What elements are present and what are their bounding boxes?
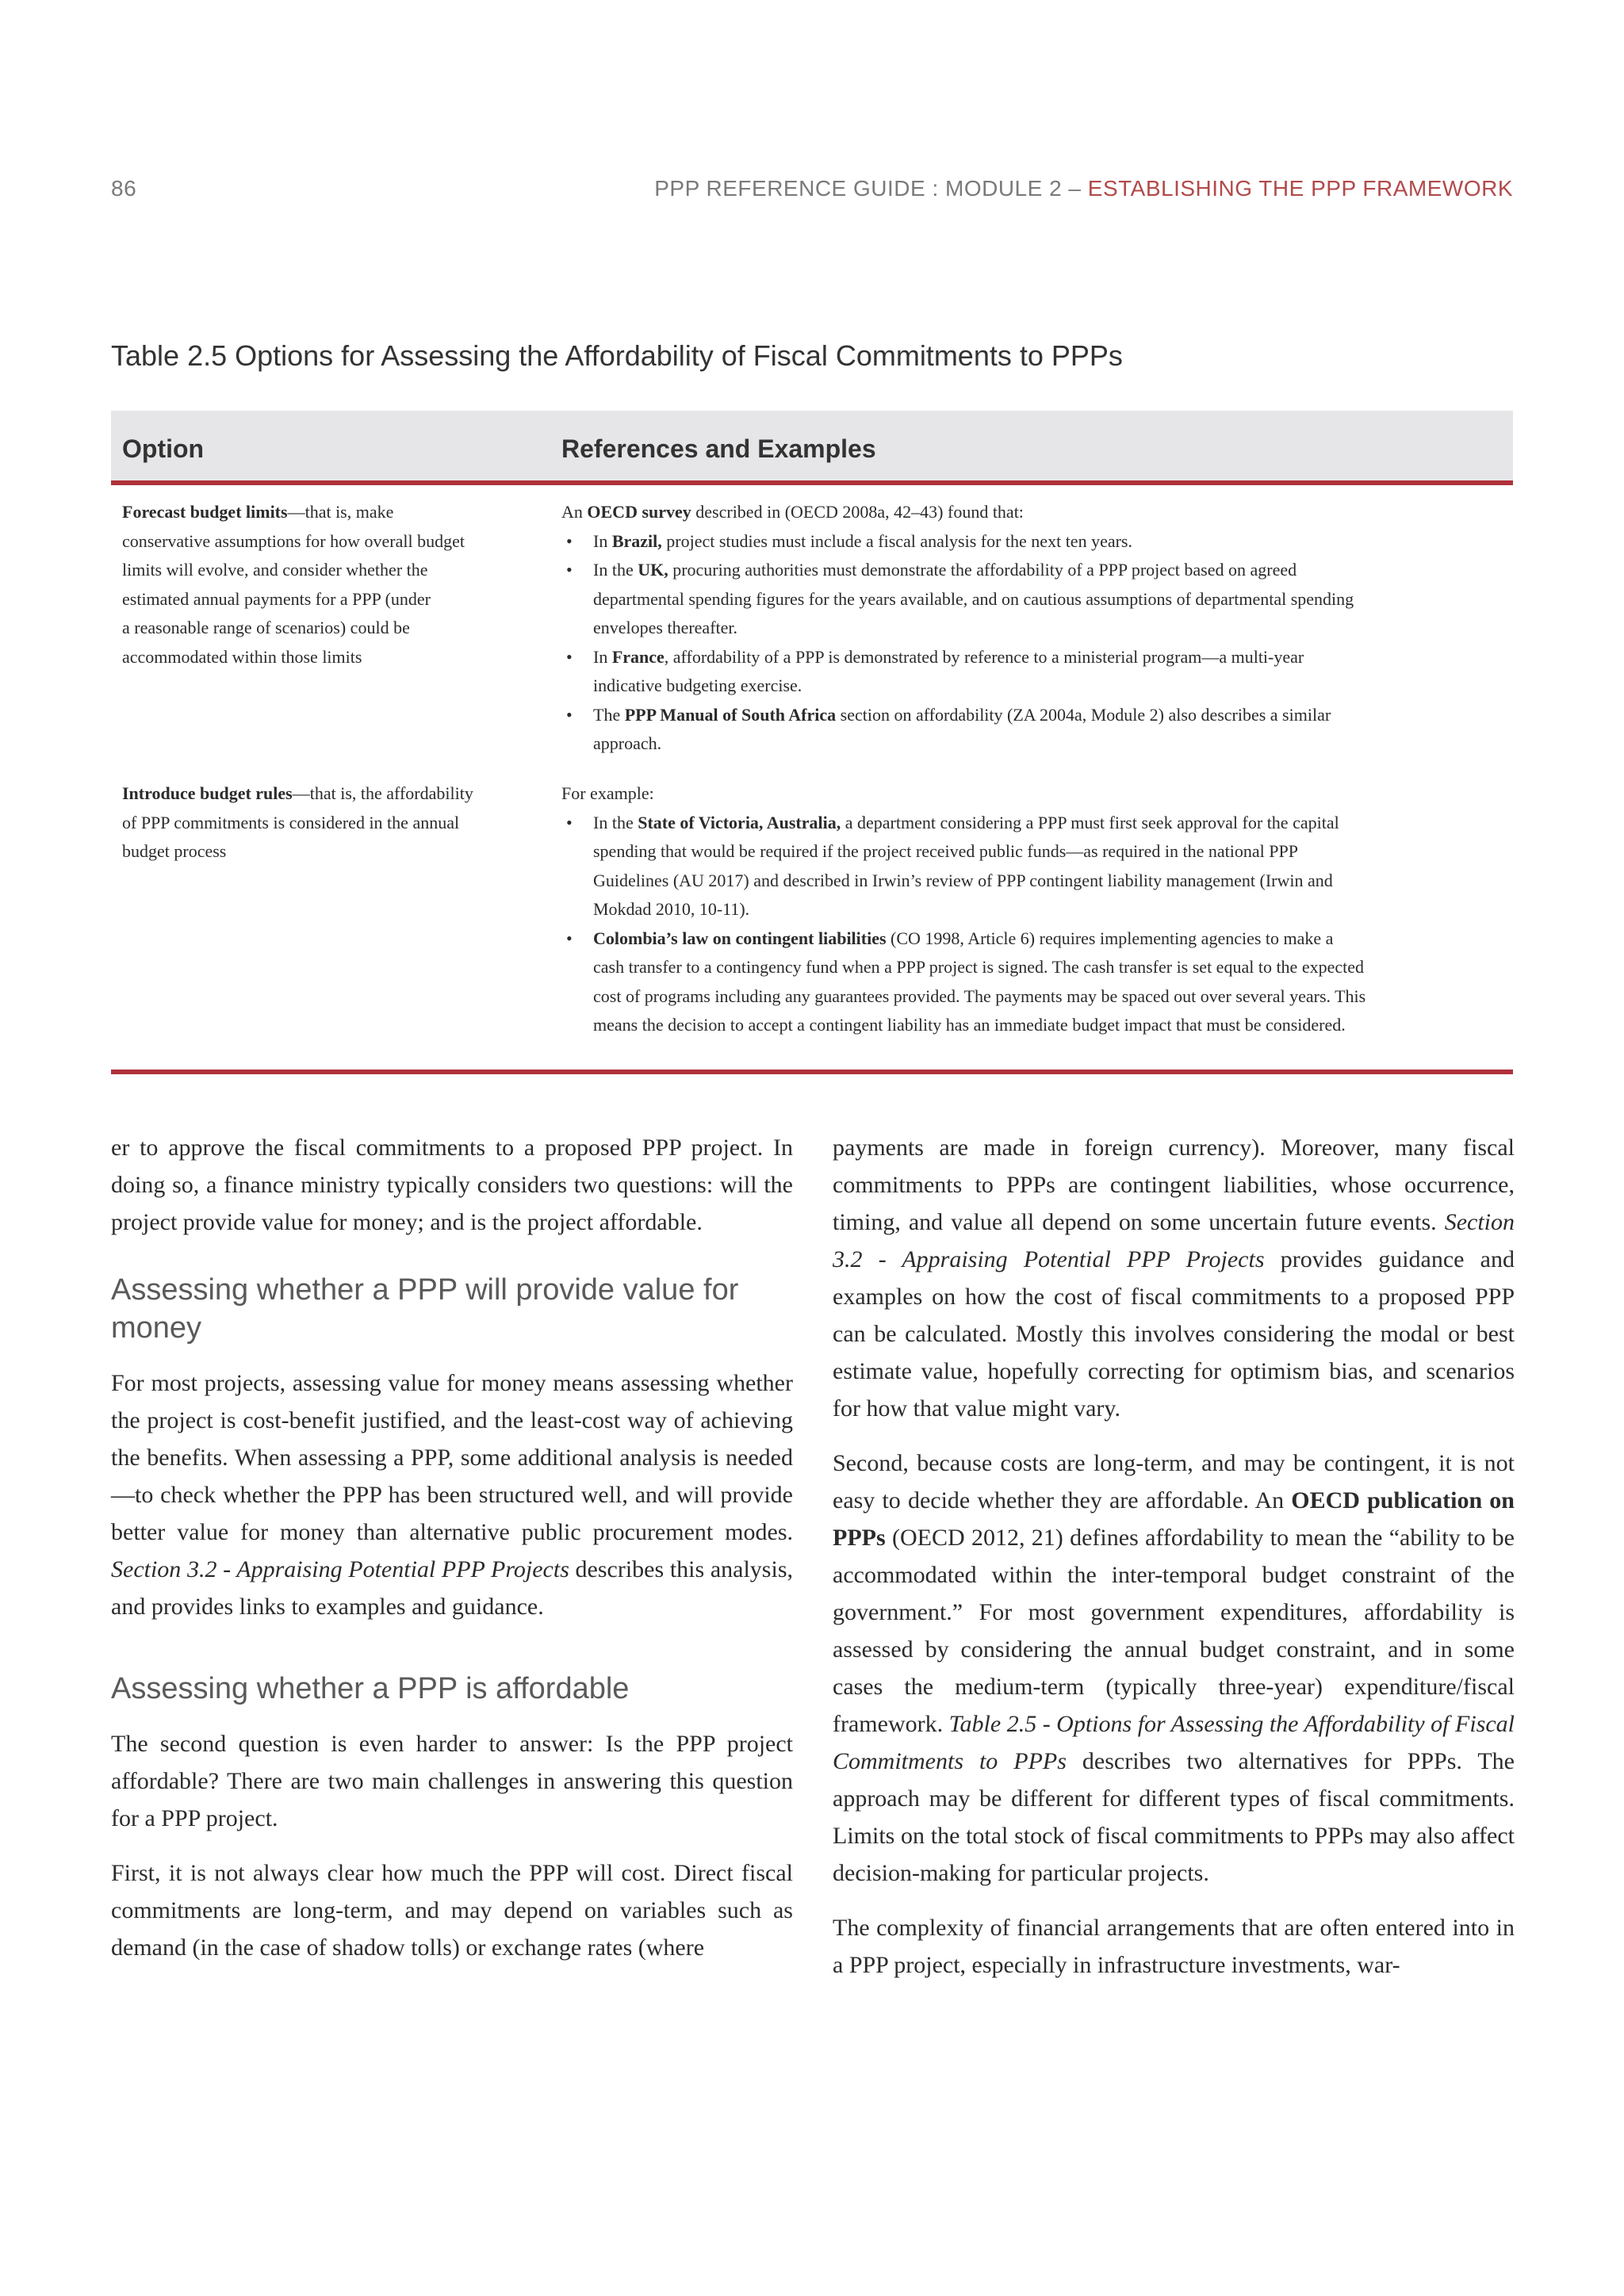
- bullet-bold: State of Victoria, Australia,: [638, 812, 841, 832]
- table-row: [111, 498, 1513, 779]
- paragraph-text: payments are made in foreign currency). Moreover, many fiscal commitments to PPPs are contingent liabilities, whose occurrence, timing, and value all depend on some uncertain future events.: [833, 1135, 1515, 1235]
- body-column-left: [111, 1129, 793, 1984]
- option-text: limits will evolve, and consider whether the: [122, 560, 428, 580]
- bullet-text: spending that would be required if the project received public funds—as required in the national PPP: [593, 841, 1298, 861]
- paragraph-text: Second, because costs are long-term, and may be contingent, it is not easy to decide whether they are affordable. An: [833, 1450, 1515, 1513]
- option-cell: [122, 779, 542, 867]
- page-number: 86: [111, 176, 137, 201]
- table-reference: Table 2.5 - Options for Assessing the Affordability of Fiscal Commitments to PPPs: [833, 1711, 1515, 1774]
- header-guide-title: [654, 176, 1513, 201]
- bullet-text: indicative budgeting exercise.: [593, 675, 802, 695]
- option-text: accommodated within those limits: [122, 646, 362, 667]
- bullet-bold: France: [611, 646, 665, 667]
- bullet-text: means the decision to accept a contingent liability has an immediate budget impact that must be considered.: [593, 1015, 1346, 1035]
- body-paragraph: The second question is even harder to answer: Is the PPP project affordable? There are two main challenges in answering this question for a PPP project.: [111, 1731, 793, 1831]
- list-item: • In the State of Victoria, Australia, a department considering a PPP must first seek approval for the capital spending that would be required if the project received public funds—as required in the national PPP Guidelines (AU 2017) and described in Irwin’s review of PPP contingent liability management (Irwin and Mokdad 2010, 10-11).: [566, 812, 1339, 919]
- section-reference: Section 3.2 - Appraising Potential PPP Projects: [111, 1556, 569, 1582]
- list-item: • The PPP Manual of South Africa section on affordability (ZA 2004a, Module 2) also describes a similar approach.: [566, 704, 1331, 753]
- option-cell: [122, 498, 542, 672]
- paragraph-text: provides guidance and examples on how the cost of fiscal commitments to a proposed PPP can be calculated. Mostly this involves considering the modal or best estimate value, hopefully correcting for optimism bias, and scenarios for how that value might vary.: [833, 1246, 1515, 1422]
- lead-text: An: [561, 502, 588, 522]
- lead-text: described in (OECD 2008a, 42–43) found that:: [691, 502, 1024, 522]
- list-item: • In Brazil, project studies must include a fiscal analysis for the next ten years.: [566, 530, 1132, 551]
- bullet-bold: Brazil,: [611, 530, 662, 551]
- guide-title: PPP REFERENCE GUIDE : MODULE 2 –: [654, 176, 1088, 201]
- bullet-list: [561, 809, 1505, 1040]
- bullet-text: Guidelines (AU 2017) and described in Irwin’s review of PPP contingent liability management (Irwin and: [593, 870, 1333, 890]
- paragraph-text: describes two alternatives for PPPs. The approach may be different for different types of fiscal commitments. Limits on the total stock of fiscal commitments to PPPs may also affect decision-making for particular projects.: [833, 1748, 1515, 1886]
- section-heading-value-for-money: Assessing whether a PPP will provide value for money: [111, 1273, 739, 1345]
- bullet-text: The: [593, 704, 625, 725]
- column-header-option: Option: [122, 434, 205, 463]
- bullet-text: cost of programs including any guarantees provided. The payments may be spaced out over several years. This: [593, 985, 1366, 1006]
- paragraph-text: (OECD 2012, 21) defines affordability to mean the “ability to be accommodated within the inter-temporal budget constraint of the government.” For most government expenditures, affordability is assessed by considering the annual budget constraint, and in some cases the medium-term (typically three-year) expenditure/fiscal framework.: [833, 1525, 1515, 1737]
- bullet-list: [561, 527, 1505, 759]
- bullet-bold: UK,: [638, 560, 668, 580]
- column-header-references: References and Examples: [561, 434, 876, 463]
- table-bottom-rule: [111, 1070, 1513, 1074]
- bullet-text: In: [593, 530, 612, 551]
- option-text: —that is, make: [287, 502, 394, 522]
- body-column-right: [833, 1129, 1515, 2001]
- table-title: Table 2.5 Options for Assessing the Affordability of Fiscal Commitments to PPPs: [111, 339, 1123, 372]
- bullet-text: departmental spending figures for the years available, and on cautious assumptions of departmental spending: [593, 588, 1354, 609]
- bullet-bold: PPP Manual of South Africa: [624, 704, 837, 725]
- bullet-text: In the: [593, 560, 638, 580]
- bullet-text: approach.: [593, 733, 662, 753]
- body-paragraph: First, it is not always clear how much the PPP will cost. Direct fiscal commitments are long-term, and may depend on variables such as demand (in the case of shadow tolls) or exchange rates (where: [111, 1860, 793, 1961]
- list-item: • In France, affordability of a PPP is demonstrated by reference to a ministerial program—a multi-year indicative budgeting exercise.: [566, 646, 1304, 695]
- bullet-text: (CO 1998, Article 6) requires implementing agencies to make a: [886, 928, 1334, 948]
- list-item: • In the UK, procuring authorities must demonstrate the affordability of a PPP project based on agreed departmental spending figures for the years available, and on cautious assumptions of departmental spending envelopes thereafter.: [566, 560, 1354, 637]
- option-text: of PPP commitments is considered in the annual: [122, 812, 460, 832]
- option-text: conservative assumptions for how overall budget: [122, 530, 465, 551]
- bullet-text: , affordability of a PPP is demonstrated by reference to a ministerial program—a multi-year: [664, 646, 1304, 667]
- references-cell: [561, 779, 1505, 1040]
- bullet-text: project studies must include a fiscal analysis for the next ten years.: [661, 530, 1132, 551]
- table-row: [111, 779, 1513, 1057]
- body-paragraph: [111, 1364, 793, 1625]
- body-paragraph: [833, 1445, 1515, 1892]
- options-table: [111, 411, 1513, 1057]
- lead-bold: OECD survey: [587, 502, 691, 522]
- list-item: • Colombia’s law on contingent liabilities (CO 1998, Article 6) requires implementing agencies to make a cash transfer to a contingency fund when a PPP project is signed. The cash transfer is set equal to the expected cost of programs including any guarantees provided. The payments may be spaced out over several years. This means the decision to accept a contingent liability has an immediate budget impact that must be considered.: [566, 928, 1366, 1035]
- bullet-text: a department considering a PPP must first seek approval for the capital: [841, 812, 1339, 832]
- bullet-text: cash transfer to a contingency fund when a PPP project is signed. The cash transfer is set equal to the expected: [593, 957, 1364, 977]
- references-lead: For example:: [561, 783, 654, 803]
- option-text: budget process: [122, 841, 227, 861]
- oecd-publication-reference: OECD publication on PPPs: [833, 1487, 1515, 1551]
- bullet-text: section on affordability (ZA 2004a, Module 2) also describes a similar: [836, 704, 1331, 725]
- bullet-text: envelopes thereafter.: [593, 618, 738, 637]
- option-text: estimated annual payments for a PPP (under: [122, 588, 431, 609]
- paragraph-text: describes this analysis, and provides links to examples and guidance.: [111, 1556, 793, 1620]
- body-paragraph: [833, 1129, 1515, 1427]
- option-title: Forecast budget limits: [122, 502, 288, 522]
- bullet-bold: Colombia’s law on contingent liabilities: [593, 928, 887, 948]
- bullet-text: In the: [593, 812, 638, 832]
- references-cell: [561, 498, 1505, 759]
- paragraph-text: For most projects, assessing value for money means assessing whether the project is cost-benefit justified, and the least-cost way of achieving the benefits. When assessing a PPP, some additional analysis is needed—to check whether the PPP has been structured well, and will provide better value for money than alternative public procurement modes.: [111, 1370, 793, 1545]
- table-header: [111, 411, 1513, 485]
- option-text: —that is, the affordability: [292, 783, 473, 803]
- section-reference: Section 3.2 - Appraising Potential PPP Projects: [833, 1209, 1515, 1272]
- section-title: ESTABLISHING THE PPP FRAMEWORK: [1087, 176, 1513, 201]
- option-text: a reasonable range of scenarios) could be: [122, 618, 410, 637]
- references-lead: [561, 498, 1505, 527]
- body-paragraph: The complexity of financial arrangements that are often entered into in a PPP project, especially in infrastructure investments, war-: [833, 1915, 1515, 1978]
- option-title: Introduce budget rules: [122, 783, 293, 803]
- bullet-text: In: [593, 646, 612, 667]
- body-paragraph: er to approve the fiscal commitments to a proposed PPP project. In doing so, a finance ministry typically considers two questions: will the project provide value for money; and is the project affordable.: [111, 1135, 793, 1235]
- bullet-text: procuring authorities must demonstrate the affordability of a PPP project based on agreed: [668, 560, 1297, 580]
- bullet-text: Mokdad 2010, 10-11).: [593, 899, 750, 919]
- section-heading-affordable: Assessing whether a PPP is affordable: [111, 1672, 630, 1705]
